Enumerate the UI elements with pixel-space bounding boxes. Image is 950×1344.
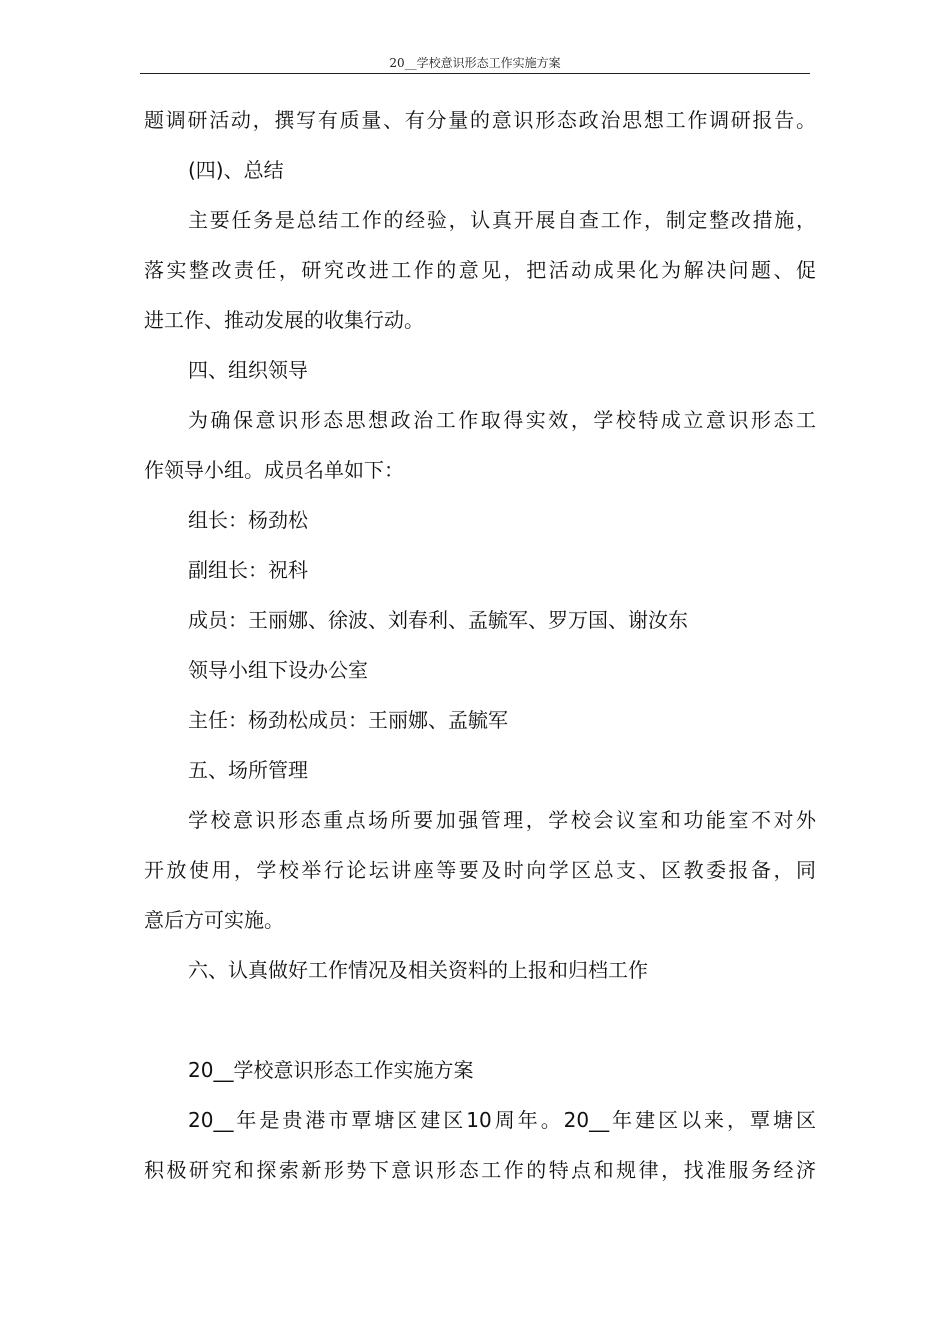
paragraph-line: 题调研活动，撰写有质量、有分量的意识形态政治思想工作调研报告。 — [144, 108, 816, 132]
page-header — [140, 56, 810, 74]
document-body — [144, 95, 816, 1195]
list-item: 领导小组下设办公室 — [188, 658, 368, 682]
section-heading: 五、场所管理 — [188, 758, 308, 782]
paragraph-line: 积极研究和探索新形势下意识形态工作的特点和规律，找准服务经济 — [144, 1158, 816, 1182]
document-title: 20__学校意识形态工作实施方案 — [188, 1058, 474, 1082]
paragraph-line: 学校意识形态重点场所要加强管理，学校会议室和功能室不对外 — [188, 808, 816, 832]
paragraph-line: 20__年是贵港市覃塘区建区10周年。20__年建区以来，覃塘区 — [188, 1108, 816, 1132]
list-item: 副组长：祝科 — [188, 558, 308, 582]
paragraph-line: 为确保意识形态思想政治工作取得实效，学校特成立意识形态工 — [188, 408, 816, 432]
section-heading: 四、组织领导 — [188, 358, 308, 382]
header-title: 20__学校意识形态工作实施方案 — [389, 56, 561, 70]
list-item: 组长：杨劲松 — [188, 508, 308, 532]
blank-line — [144, 995, 816, 1045]
paragraph-line: 落实整改责任，研究改进工作的意见，把活动成果化为解决问题、促 — [144, 258, 816, 282]
list-item: 成员：王丽娜、徐波、刘春利、孟毓军、罗万国、谢汝东 — [188, 608, 688, 632]
list-item: 主任：杨劲松成员：王丽娜、孟毓军 — [188, 708, 508, 732]
paragraph-line: 开放使用，学校举行论坛讲座等要及时向学区总支、区教委报备，同 — [144, 858, 816, 882]
section-heading: (四)、总结 — [188, 158, 284, 182]
paragraph-line: 作领导小组。成员名单如下： — [144, 458, 404, 482]
paragraph-line: 意后方可实施。 — [144, 908, 284, 932]
section-heading: 六、认真做好工作情况及相关资料的上报和归档工作 — [188, 958, 648, 982]
paragraph-line: 主要任务是总结工作的经验，认真开展自查工作，制定整改措施， — [188, 208, 816, 232]
paragraph-line: 进工作、推动发展的收集行动。 — [144, 308, 424, 332]
